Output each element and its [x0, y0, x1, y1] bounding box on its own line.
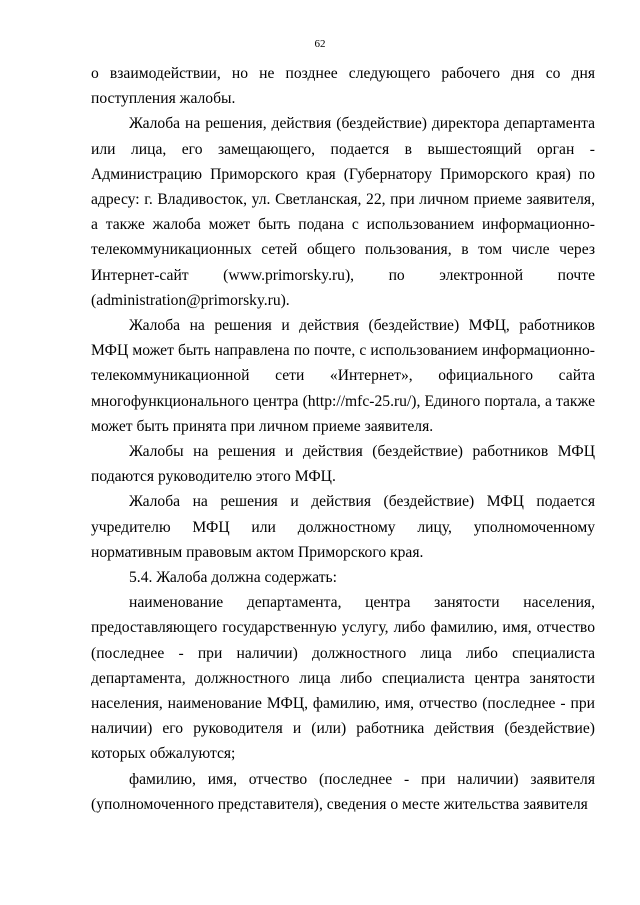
- paragraph-complaint-mfc: Жалоба на решения и действия (бездействие) МФЦ, работников МФЦ может быть направлена по почте, с использованием информационно-телекоммуникационной сети «Интернет», официального сайта многофункционального центра (http://mfc-25.ru/), Единого портала, а также может быть принята при личном приеме заявителя.: [91, 317, 595, 435]
- paragraph-complaint-director: Жалоба на решения, действия (бездействие) директора департамента или лица, его замещающего, подается в вышестоящий орган - Администрацию Приморского края (Губернатору Приморского края) по адресу: г. Владивосток, ул. Светланская, 22, при личном приеме заявителя, а также жалоба может быть подана с использованием информационно-телекоммуникационных сетей общего пользования, в том числе через Интернет-сайт (www.primorsky.ru), по электронной почте (administration@primorsky.ru).: [91, 115, 595, 309]
- paragraph-requirement-name: наименование департамента, центра занятости населения, предоставляющего государственную услугу, либо фамилию, имя, отчество (последнее - при наличии) должностного лица либо специалиста департамента, должностного лица либо специалиста центра занятости населения, наименование МФЦ, фамилию, имя, отчество (последнее - при наличии) его руководителя и (или) работника действия (бездействие) которых обжалуются;: [91, 594, 595, 763]
- paragraph-section-5-4: 5.4. Жалоба должна содержать:: [129, 569, 337, 587]
- paragraph-requirement-applicant: фамилию, имя, отчество (последнее - при наличии) заявителя (уполномоченного представителя), сведения о месте жительства заявителя: [91, 770, 595, 813]
- paragraph-complaint-mfc-workers: Жалобы на решения и действия (бездействие) работников МФЦ подаются руководителю этого МФЦ.: [91, 443, 595, 486]
- paragraph-continuation: о взаимодействии, но не позднее следующего рабочего дня со дня поступления жалобы.: [91, 65, 595, 108]
- document-body: [91, 61, 595, 817]
- page-number: 62: [314, 38, 326, 50]
- paragraph-complaint-mfc-founder: Жалоба на решения и действия (бездействие) МФЦ подается учредителю МФЦ или должностному лицу, уполномоченному нормативным правовым актом Приморского края.: [91, 493, 595, 561]
